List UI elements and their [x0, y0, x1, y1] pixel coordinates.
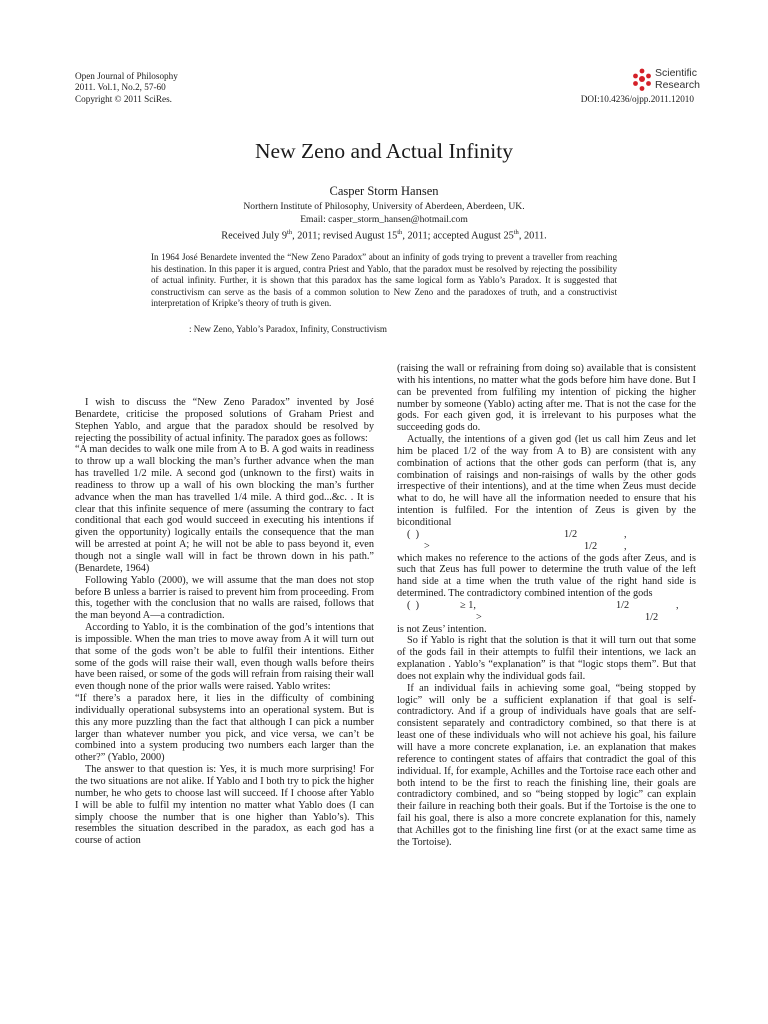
keywords: : New Zeno, Yablo’s Paradox, Infinity, Constructivism	[189, 324, 387, 334]
right-column	[397, 363, 696, 849]
received-part-2: , 2011; revised August 15	[292, 230, 398, 242]
received-dates	[0, 226, 768, 242]
received-part-4: , 2011.	[518, 230, 547, 242]
formula-token: ( )	[407, 528, 420, 540]
logo-line-2: Research	[655, 78, 700, 91]
author-name: Casper Storm Hansen	[329, 184, 439, 198]
body-paragraph: So if Yablo is right that the solution is that it will turn out that some of the gods fail in their attempts to fulfil their intentions, we lack an explanation . Yablo’s “explanation” is that “logic stops them”. But that does not explain why the individual gods fail.	[397, 635, 696, 682]
body-paragraph: Actually, the intentions of a given god (let us call him Zeus and let him be placed 1/2 of the way from A to B) are consistent with any combination of actions that the other gods can perform (that is, any combination of raisings and non-raisings of walls by the other gods irrespective of their intentions), and at the time when Zeus must decide what to do, he will have all the information needed to ensure that his intention is fulfiled. For the intention of Zeus is given by the biconditional	[397, 434, 696, 528]
formula-zeus-line-2	[397, 541, 696, 553]
body-paragraph: (raising the wall or refraining from doing so) available that is consistent with his intentions, no matter what the gods before him have done. But I can be prevented from fulfiling my intention of picking the higher number by someone (Yablo) acting after me. That is not the case for the gods. For each given god, it is irrelevant to his purposes what the succeeding gods do.	[397, 363, 696, 434]
body-paragraph: According to Yablo, it is the combination of the god’s intentions that is impossible. When the man tries to move away from A it will turn out that some of the gods won’t be able to fulfil their intentions. Either some of the gods will raise their wall, even though walls before theirs have been raised, or some of the gods will refrain from raising their wall even though none of the prior walls were raised. Yablo writes:	[75, 622, 374, 693]
formula-token: ,	[624, 528, 627, 540]
received-sup-3: th	[513, 229, 519, 236]
formula-gods-line-1	[397, 600, 696, 612]
formula-token: ≥ 1,	[460, 599, 476, 611]
formula-token: 1/2	[564, 528, 578, 540]
journal-volume: 2011. Vol.1, No.2, 57-60	[75, 82, 166, 93]
received-part-1: Received July 9	[221, 230, 288, 242]
logo-line-1: Scientific	[655, 67, 698, 79]
block-quote: “If there’s a paradox here, it lies in the difficulty of combining individually operational subsystems into an operational system. But is this any more puzzling than the fact that although I can pick a number larger than whatever number you pick, and vice versa, we can’t be combined into a system producing two numbers each larger than the other?” (Yablo, 2000)	[75, 693, 374, 764]
doi: DOI:10.4236/ojpp.2011.12010	[580, 94, 694, 104]
formula-token: ,	[676, 599, 679, 611]
body-paragraph: Following Yablo (2000), we will assume that the man does not stop before B unless a barrier is raised to prevent him from proceeding. From this, together with the conclusion that no walls are raised, follows that the man beyond A—a contradiction.	[75, 574, 374, 622]
body-paragraph: If an individual fails in achieving some goal, “being stopped by logic” will only be a sufficient explanation if that goal is self-contradictory. And if a group of individuals have goals that are self-consistent separately and contradictory combined, so that there is at least one of these individuals who will not achieve his goal, his failure will have a more concrete explanation, i.e. an explanation that makes reference to contingent states of affairs that contradict the goal of this individual. If, for example, Achilles and the Tortoise race each other and both intend to be the first to reach the finishing line, their goals are contradictory combined, and so “being stopped by logic” can explain their failure in reaching both their goals. But if the Tortoise is the one to fail his goal, there is also a more concrete explanation for this, namely that Achilles got to the finishing line first (or at the exact same time as the Tortoise).	[397, 682, 696, 848]
journal-info	[75, 71, 178, 105]
author-email: Email: casper_storm_hansen@hotmail.com	[300, 214, 468, 225]
received-sup-2: th	[397, 229, 403, 236]
paper-title: New Zeno and Actual Infinity	[255, 139, 513, 163]
body-paragraph: is not Zeus’ intention.	[397, 623, 487, 635]
left-column	[75, 397, 374, 847]
received-sup-1: th	[287, 229, 293, 236]
copyright: Copyright © 2011 SciRes.	[75, 93, 172, 104]
body-paragraph: which makes no reference to the actions of the gods after Zeus, and is such that Zeus has full power to determine the truth value of the left hand side at a time when the truth value of the right hand side is determined. The contradictory combined intention of the gods	[397, 552, 696, 600]
journal-name: Open Journal of Philosophy	[75, 71, 178, 81]
formula-token: 1/2	[584, 540, 598, 552]
formula-zeus-line-1	[397, 529, 696, 541]
formula-token: ( )	[407, 599, 420, 611]
scientific-research-logo-icon	[631, 68, 653, 92]
abstract: In 1964 José Benardete invented the “New Zeno Paradox” about an infinity of gods trying to prevent a traveller from reaching his destination. In this paper it is argued, contra Priest and Yablo, that the paradox must be resolved by rejecting the possibility of actual infinity. Further, it is shown that this paradox has the same logical form as Yablo’s Paradox. It is suggested that constructivism can serve as the basis of a common solution to New Zeno and the paradoxes of truth, and a constructivist interpretation of Kripke’s theory of truth is given.	[151, 252, 617, 309]
formula-token: >	[476, 611, 482, 623]
body-paragraph: The answer to that question is: Yes, it is much more surprising! For the two situations are not alike. If Yablo and I both try to pick the higher number, he who gets to choose last will succeed. If I choose after Yablo I will be able to fulfil my intention no matter what Yablo does (I can simply choose the number that is one higher than Yablo’s). This resembles the situation described in the paradox, as each god has a course of action	[75, 764, 374, 847]
formula-token: 1/2	[616, 599, 630, 611]
formula-token: 1/2	[645, 611, 659, 623]
publisher-logo	[631, 68, 700, 92]
formula-gods-line-2	[397, 612, 696, 624]
body-paragraph: I wish to discuss the “New Zeno Paradox” invented by José Benardete, criticise the proposed solutions of Graham Priest and Stephen Yablo, and argue that the paradox should be resolved by rejecting the possibility of actual infinity. The paradox goes as follows:	[75, 397, 374, 444]
block-quote: “A man decides to walk one mile from A to B. A god waits in readiness to throw up a wall blocking the man’s further advance when the man has travelled 1/2 mile. A second god (unknown to the first) waits in readiness to throw up a wall of his own blocking the man’s further advance when the man has travelled 1/4 mile. A third god...&c. . It is clear that this infinite sequence of mere (assuming the contrary to fact conditional that each god would succeed in executing his intentions if given the opportunity) logically entails the consequence that the man will be arrested at point A; he will not be able to pass beyond it, even though not a single wall will in fact be thrown down in his path.” (Benardete, 1964)	[75, 444, 374, 574]
logo-text	[655, 68, 700, 91]
author-affiliation: Northern Institute of Philosophy, University of Aberdeen, Aberdeen, UK.	[243, 201, 525, 212]
formula-token: >	[424, 540, 430, 552]
formula-token: ,	[624, 540, 627, 552]
received-part-3: , 2011; accepted August 25	[402, 230, 514, 242]
